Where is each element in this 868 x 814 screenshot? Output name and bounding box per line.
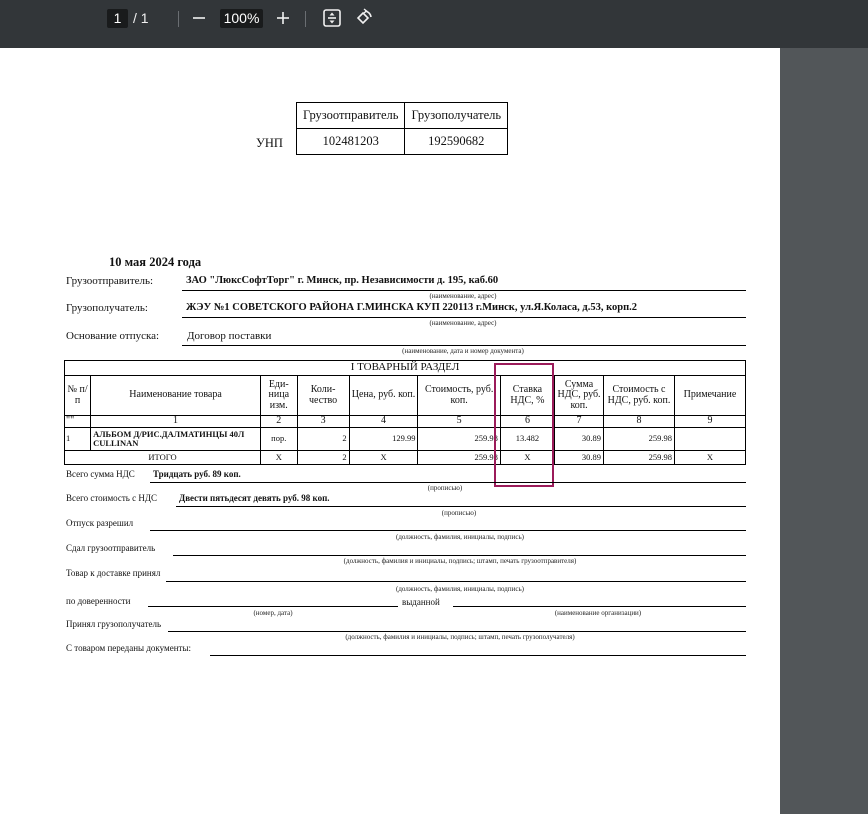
total-with-vat-hint: (прописью)	[441, 509, 477, 517]
row-cost: 259.98	[418, 427, 500, 450]
basis-label: Основание отпуска:	[66, 330, 160, 342]
unp-value-consignee: 192590682	[405, 129, 508, 155]
accepted-hint: (должность, фамилия, инициалы, подпись)	[395, 585, 524, 593]
row-total: 259.98	[604, 427, 675, 450]
col-num-3: 3	[297, 416, 349, 428]
col-num-4: 4	[349, 416, 418, 428]
col-num-5: 5	[418, 416, 500, 428]
vat-total-label: Всего сумма НДС	[66, 469, 135, 479]
vat-rate-highlight	[494, 363, 554, 487]
unp-table	[296, 102, 508, 155]
total-vat-sum: 30.89	[555, 450, 604, 464]
total-price: X	[349, 450, 418, 464]
proxy-label: по доверенности	[66, 596, 131, 606]
total-vat-rate: X	[500, 450, 554, 464]
consignee-value: ЖЭУ №1 СОВЕТСКОГО РАЙОНА Г.МИНСКА КУП 220113 г.Минск, ул.Я.Коласа, д.53, корп.2	[186, 302, 638, 313]
col-num-7: 7	[555, 416, 604, 428]
total-with-vat-line	[176, 506, 746, 507]
col-header-qty: Коли-чество	[297, 376, 349, 416]
total-note: X	[674, 450, 745, 464]
consignee-hint: (наименование, адрес)	[429, 319, 497, 327]
handed-line	[173, 555, 746, 556]
col-num-1: 1	[91, 416, 261, 428]
col-header-number: № п/п	[65, 376, 91, 416]
page-number-input[interactable]: 1	[107, 9, 128, 28]
vat-total-value: Тридцать руб. 89 коп.	[153, 469, 241, 479]
col-num-8: 8	[604, 416, 675, 428]
vat-total-hint: (прописью)	[427, 484, 463, 492]
vat-total-line	[150, 482, 746, 483]
row-price: 129.99	[349, 427, 418, 450]
row-number: 1	[65, 427, 91, 450]
col-num-9: 9	[674, 416, 745, 428]
row-unit: пор.	[261, 427, 297, 450]
documents-line	[210, 655, 746, 656]
shipper-hint: (наименование, адрес)	[429, 292, 497, 300]
col-header-note: Примечание	[674, 376, 745, 416]
document-date: 10 мая 2024 года	[109, 255, 202, 269]
total-qty: 2	[297, 450, 349, 464]
row-qty: 2	[297, 427, 349, 450]
col-num-6: 6	[500, 416, 554, 428]
col-num-2: 2	[261, 416, 297, 428]
handed-hint: (должность, фамилия и инициалы, подпись; штамп, печать грузоотправителя)	[343, 557, 577, 565]
col-header-vat-sum: Сумма НДС, руб. коп.	[555, 376, 604, 416]
release-line	[150, 530, 746, 531]
toolbar-divider	[305, 11, 306, 27]
total-row	[65, 450, 746, 464]
page-total: 1	[140, 10, 149, 26]
fit-to-page-icon[interactable]	[320, 6, 344, 30]
row-name: АЛЬБОМ Д/РИС.ДАЛМАТИНЦЫ 40Л CULLINAN	[91, 427, 261, 450]
proxy-line-left	[148, 606, 398, 607]
row-vat-sum: 30.89	[555, 427, 604, 450]
row-vat-rate: 13.482	[500, 427, 554, 450]
release-label: Отпуск разрешил	[66, 518, 134, 528]
goods-section-title: I ТОВАРНЫЙ РАЗДЕЛ	[65, 361, 746, 376]
row-note	[674, 427, 745, 450]
proxy-line-right	[453, 606, 746, 607]
page-separator: /	[133, 10, 137, 26]
col-num-0: ""	[65, 416, 91, 428]
received-line	[168, 631, 746, 632]
col-header-vat-rate: Ставка НДС, %	[500, 376, 554, 416]
total-with-vat-label: Всего стоимость с НДС	[66, 493, 158, 503]
zoom-level-input[interactable]: 100%	[220, 9, 263, 28]
col-header-total: Стоимость с НДС, руб. коп.	[604, 376, 675, 416]
proxy-issued-label: выданной	[402, 597, 440, 607]
zoom-in-icon[interactable]	[271, 6, 295, 30]
basis-line	[182, 345, 746, 346]
received-hint: (должность, фамилия и инициалы, подпись; штамп, печать грузополучателя)	[345, 633, 575, 641]
accepted-line	[166, 581, 746, 582]
shipper-line	[182, 290, 746, 291]
unp-label: УНП	[256, 136, 283, 150]
col-header-price: Цена, руб. коп.	[349, 376, 418, 416]
consignee-line	[182, 317, 746, 318]
total-total: 259.98	[604, 450, 675, 464]
received-label: Принял грузополучатель	[66, 619, 162, 629]
pdf-toolbar	[0, 0, 868, 48]
handed-label: Сдал грузоотправитель	[66, 543, 156, 553]
toolbar-divider	[178, 11, 179, 27]
basis-hint: (наименование, дата и номер документа)	[402, 347, 524, 355]
proxy-hint-left: (номер, дата)	[253, 609, 293, 617]
col-header-unit: Еди-ница изм.	[261, 376, 297, 416]
unp-header-consignee: Грузополучатель	[405, 103, 508, 129]
shipper-value: ЗАО "ЛюксСофтТорг" г. Минск, пр. Независимости д. 195, каб.60	[186, 275, 499, 286]
total-unit: X	[261, 450, 297, 464]
viewer-background	[780, 48, 868, 814]
total-cost: 259.98	[418, 450, 500, 464]
release-hint: (должность, фамилия, инициалы, подпись)	[395, 533, 524, 541]
shipper-label: Грузоотправитель:	[66, 275, 154, 287]
col-header-cost: Стоимость, руб. коп.	[418, 376, 500, 416]
zoom-out-icon[interactable]	[187, 6, 211, 30]
goods-table	[64, 360, 746, 465]
basis-value: Договор поставки	[187, 330, 272, 342]
documents-label: С товаром переданы документы:	[66, 643, 192, 653]
proxy-hint-right: (наименование организации)	[554, 609, 642, 617]
col-header-name: Наименование товара	[91, 376, 261, 416]
total-label: ИТОГО	[65, 450, 261, 464]
rotate-icon[interactable]	[352, 6, 376, 30]
table-row	[65, 427, 746, 450]
unp-value-shipper: 102481203	[297, 129, 405, 155]
unp-header-shipper: Грузоотправитель	[297, 103, 405, 129]
accepted-label: Товар к доставке принял	[66, 568, 161, 578]
consignee-label: Грузополучатель:	[66, 302, 148, 314]
page-count	[133, 10, 149, 26]
total-with-vat-value: Двести пятьдесят девять руб. 98 коп.	[179, 493, 330, 503]
